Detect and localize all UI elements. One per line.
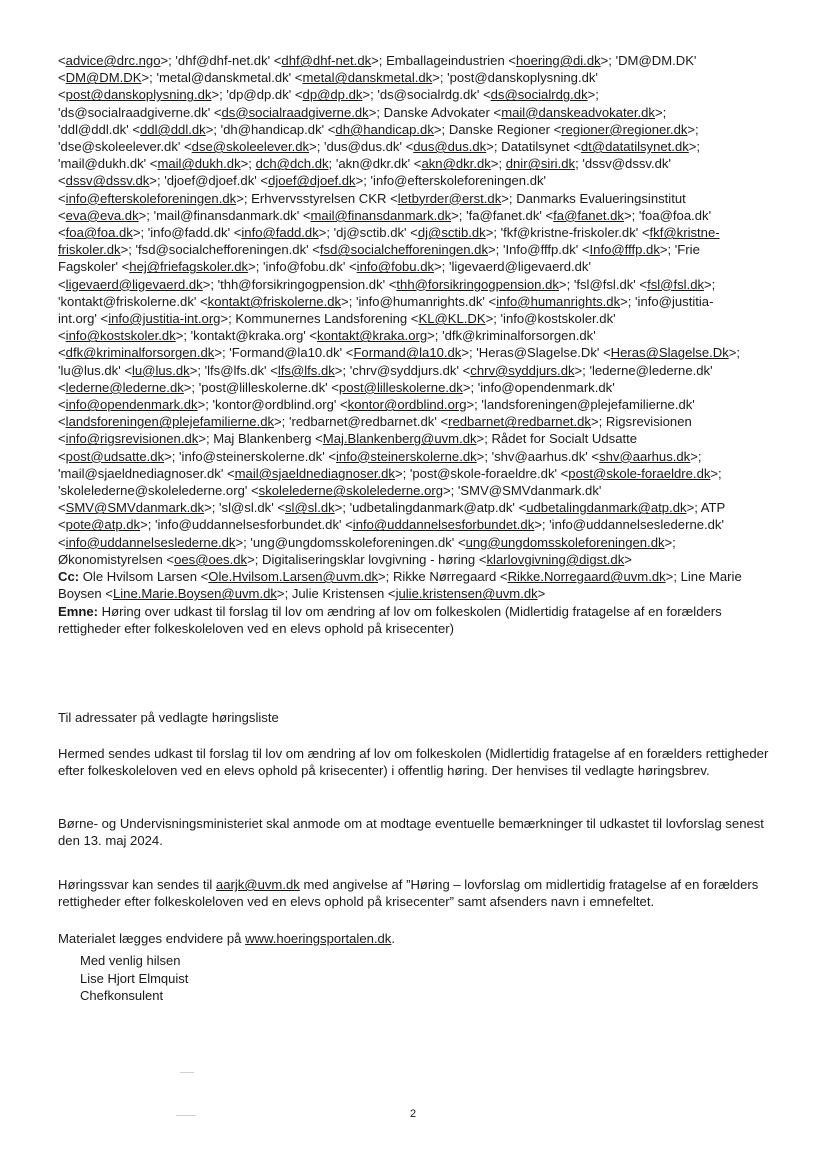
signature-greeting: Med venlig hilsen xyxy=(80,953,181,968)
email-link[interactable]: Ole.Hvilsom.Larsen@uvm.dk xyxy=(208,569,379,585)
recipient-text: >; xyxy=(664,534,676,550)
email-link[interactable]: chrv@syddjurs.dk xyxy=(470,362,575,378)
email-link[interactable]: sl@sl.dk xyxy=(285,500,335,516)
recipient-text: < xyxy=(58,190,66,206)
recipient-text: >; 'lederne@lederne.dk' xyxy=(574,362,713,378)
field-label: Cc: xyxy=(58,569,83,585)
email-link[interactable]: dp@dp.dk xyxy=(302,87,363,103)
recipient-line xyxy=(58,379,778,396)
recipient-text: >; 'DM@DM.DK' xyxy=(600,53,697,68)
recipient-text: >; 'Info@fffp.dk' < xyxy=(488,242,590,258)
recipient-text: >; 'post@lilleskolerne.dk' < xyxy=(183,379,339,395)
recipient-line xyxy=(58,620,778,637)
recipient-line xyxy=(58,551,778,568)
recipient-text: >; xyxy=(690,448,702,464)
page-number: 2 xyxy=(410,1108,417,1120)
recipient-text: Fagskoler' < xyxy=(58,259,130,275)
email-link[interactable]: post@danskoplysning.dk xyxy=(65,87,212,103)
recipient-text: >; 'dj@sctib.dk' < xyxy=(318,225,418,241)
recipient-text: >; Danske Advokater < xyxy=(368,104,502,120)
recipient-text: < xyxy=(58,397,66,413)
recipient-text: >; 'info@fobu.dk' < xyxy=(248,259,357,275)
email-link[interactable]: ddl@ddl.dk xyxy=(140,121,206,137)
email-link[interactable]: klarlovgivning@digst.dk xyxy=(486,551,625,567)
recipient-text: > xyxy=(624,551,632,567)
recipient-list xyxy=(58,52,778,637)
recipient-line xyxy=(58,224,778,241)
recipient-line xyxy=(58,482,778,499)
recipient-text: 'ddl@ddl.dk' < xyxy=(58,121,140,137)
signature-name: Lise Hjort Elmquist xyxy=(80,970,189,986)
recipient-text: >; xyxy=(240,156,256,172)
email-link[interactable]: foa@foa.dk xyxy=(65,225,133,241)
recipient-text: >; Danske Regioner < xyxy=(433,121,562,137)
recipient-text: >; Digitaliseringsklar lovgivning - høring < xyxy=(247,551,487,567)
email-link[interactable]: dse@skoleelever.dk xyxy=(191,139,310,155)
recipient-text: < xyxy=(58,379,66,395)
email-link[interactable]: Info@fffp.dk xyxy=(589,242,660,258)
email-link[interactable]: hej@friefagskoler.dk xyxy=(129,259,249,275)
email-link[interactable]: redbarnet@redbarnet.dk xyxy=(448,414,591,430)
recipient-text: Høring over udkast til forslag til lov om ændring af lov om folkeskolen (Midlertidig fratagelse af en forælders xyxy=(101,603,722,619)
email-link[interactable]: ligevaerd@ligevaerd.dk xyxy=(65,276,203,292)
recipient-text: >; 'Formand@la10.dk' < xyxy=(214,345,354,361)
recipient-text: >; Rikke Nørregaard < xyxy=(378,569,508,585)
recipient-text: >; xyxy=(654,104,667,120)
recipient-line xyxy=(58,121,778,138)
email-link[interactable]: mail@dukh.dk xyxy=(157,156,241,172)
recipient-text: >; xyxy=(710,465,722,481)
recipient-text: >; xyxy=(490,156,506,172)
email-link[interactable]: info@justitia-int.org xyxy=(108,311,221,327)
email-link[interactable]: hoering@di.dk xyxy=(516,53,601,68)
email-link[interactable]: post@udsatte.dk xyxy=(65,448,165,464)
email-link[interactable]: dssv@dssv.dk xyxy=(65,173,150,189)
recipient-text: >; 'dh@handicap.dk' < xyxy=(205,121,336,137)
recipient-text: >; 'metal@danskmetal.dk' < xyxy=(141,70,303,86)
recipient-line xyxy=(58,362,778,379)
recipient-line xyxy=(58,293,778,310)
recipient-text: >; 'dus@dus.dk' < xyxy=(309,139,414,155)
recipient-line xyxy=(58,104,778,121)
recipient-text: < xyxy=(58,53,66,68)
recipient-text: >; 'Frie xyxy=(659,242,700,258)
recipient-text: < xyxy=(58,328,66,344)
recipient-line xyxy=(58,310,778,327)
recipient-text: >; 'post@danskoplysning.dk' xyxy=(432,70,598,86)
field-label: Emne: xyxy=(58,603,102,619)
scan-smudge xyxy=(180,1072,194,1073)
email-link[interactable]: dnir@siri.dk xyxy=(505,156,576,172)
email-link[interactable]: oes@oes.dk xyxy=(174,551,248,567)
recipient-text: 'lu@lus.dk' < xyxy=(58,362,132,378)
recipient-text: >; 'redbarnet@redbarnet.dk' < xyxy=(274,414,449,430)
email-link[interactable]: info@humanrights.dk xyxy=(496,293,621,309)
recipient-text: < xyxy=(58,276,66,292)
para4-text-pre: Materialet lægges endvidere på xyxy=(58,931,246,946)
recipient-line xyxy=(58,155,778,172)
recipient-line xyxy=(58,344,778,361)
recipient-line xyxy=(58,448,778,465)
recipient-text: >; 'shv@aarhus.dk' < xyxy=(476,448,600,464)
recipient-line xyxy=(58,430,778,447)
email-link[interactable]: kontakt@kraka.org xyxy=(317,328,428,344)
recipient-text: < xyxy=(58,345,66,361)
recipient-text: >; 'thh@forsikringogpension.dk' < xyxy=(202,276,397,292)
email-link[interactable]: shv@aarhus.dk xyxy=(599,448,691,464)
email-link[interactable]: letbyrder@erst.dk xyxy=(397,190,502,206)
recipient-text: >; xyxy=(687,121,699,137)
email-link[interactable]: dj@sctib.dk xyxy=(417,225,486,241)
recipient-text: Økonomistyrelsen < xyxy=(58,551,175,567)
email-link[interactable]: ds@socialrdg.dk xyxy=(490,87,588,103)
recipient-text: rettigheder efter folkeskoleloven ved en elevs ophold på krisecenter) xyxy=(58,620,454,636)
email-link[interactable]: info@uddannelsesforbundet.dk xyxy=(352,517,535,533)
recipient-text: < xyxy=(58,70,66,86)
email-link[interactable]: info@uddannelseslederne.dk xyxy=(65,534,236,550)
scan-smudge xyxy=(176,1115,196,1116)
recipient-text: > xyxy=(537,586,546,602)
email-link[interactable]: kontor@ordblind.org xyxy=(347,397,467,413)
recipient-text: >; 'fsd@socialchefforeningen.dk' < xyxy=(120,242,320,258)
email-link[interactable]: Formand@la10.dk xyxy=(353,345,462,361)
email-link[interactable]: SMV@SMVdanmark.dk xyxy=(65,500,205,516)
email-link[interactable]: ds@socialraadgiverne.dk xyxy=(221,104,369,120)
recipient-text: >; Kommunernes Landsforening < xyxy=(220,311,419,327)
email-link[interactable]: info@kostskoler.dk xyxy=(65,328,176,344)
recipient-text: >; 'SMV@SMVdanmark.dk' xyxy=(443,483,602,499)
recipient-text: >; Julie Kristensen < xyxy=(276,586,396,602)
recipient-line xyxy=(58,207,778,224)
recipient-line xyxy=(58,241,778,258)
recipient-text: int.org' < xyxy=(58,311,109,327)
email-link[interactable]: advice@drc.ngo xyxy=(65,53,161,68)
para3-text-pre: Høringssvar kan sendes til xyxy=(58,877,216,892)
recipient-line xyxy=(58,327,778,344)
recipient-line xyxy=(58,138,778,155)
email-link[interactable]: dt@datatilsynet.dk xyxy=(580,139,689,155)
email-link[interactable]: info@fadd.dk xyxy=(241,225,319,241)
recipient-text: >; 'Heras@Slagelse.Dk' < xyxy=(461,345,611,361)
recipient-text: ; 'dssv@dssv.dk' xyxy=(575,156,671,172)
email-link[interactable]: Maj.Blankenberg@uvm.dk xyxy=(322,431,477,447)
recipient-text: >; ATP xyxy=(686,500,726,516)
email-link[interactable]: friskoler.dk xyxy=(58,242,121,258)
recipient-text: >; 'info@humanrights.dk' < xyxy=(341,293,497,309)
recipient-text: >; 'dhf@dhf-net.dk' < xyxy=(160,53,282,68)
recipient-text: >; Erhvervsstyrelsen CKR < xyxy=(236,190,398,206)
salutation: Til adressater på vedlagte høringsliste xyxy=(58,710,279,725)
email-link[interactable]: landsforeningen@plejefamilierne.dk xyxy=(65,414,275,430)
email-link[interactable]: info@efterskoleforeningen.dk xyxy=(65,190,237,206)
recipient-line xyxy=(58,52,778,69)
recipient-text: >; 'dfk@kriminalforsorgen.dk' xyxy=(427,328,596,344)
email-link[interactable]: info@rigsrevisionen.dk xyxy=(65,431,199,447)
email-link[interactable]: dh@handicap.dk xyxy=(335,121,434,137)
recipient-text: >; 'fkf@kristne-friskoler.dk' < xyxy=(485,225,650,241)
email-link[interactable]: post@lilleskolerne.dk xyxy=(338,379,463,395)
recipient-line xyxy=(58,499,778,516)
recipient-text: 'kontakt@friskolerne.dk' < xyxy=(58,293,208,309)
body-paragraph-1: Hermed sendes udkast til forslag til lov om ændring af lov om folkeskolen (Midlertidig fratagelse af en forælders rettigheder efter folkeskoleloven ved en elevs ophold på krisecenter) i offentlig høring. Der henvises til vedlagte høringsbrev. xyxy=(58,746,769,779)
email-link[interactable]: metal@danskmetal.dk xyxy=(302,70,433,86)
recipient-line xyxy=(58,534,778,551)
email-link[interactable]: dch@dch.dk xyxy=(255,156,329,172)
recipient-line xyxy=(58,585,778,602)
recipient-text: >; Line Marie xyxy=(665,569,742,585)
recipient-text: >; 'info@uddannelseslederne.dk' xyxy=(534,517,724,533)
email-link[interactable]: eva@eva.dk xyxy=(65,207,139,223)
reply-email-link[interactable]: aarjk@uvm.dk xyxy=(215,877,300,892)
signature-block xyxy=(80,952,380,1005)
recipient-text: >; 'info@kostskoler.dk' xyxy=(485,311,616,327)
email-link[interactable]: dhf@dhf-net.dk xyxy=(281,53,372,68)
email-link[interactable]: ung@ungdomsskoleforeningen.dk xyxy=(465,534,665,550)
recipient-text: >; 'info@fadd.dk' < xyxy=(132,225,242,241)
recipient-line xyxy=(58,516,778,533)
email-link[interactable]: info@opendenmark.dk xyxy=(65,397,198,413)
recipient-text: >; Rådet for Socialt Udsatte xyxy=(476,431,638,447)
recipient-text: < xyxy=(58,225,66,241)
recipient-text: >; Datatilsynet < xyxy=(486,139,581,155)
recipient-line xyxy=(58,413,778,430)
recipient-line xyxy=(58,568,778,585)
recipient-text: >; Maj Blankenberg < xyxy=(198,431,323,447)
email-link[interactable]: fkf@kristne- xyxy=(649,225,720,241)
recipient-text: >; 'kontakt@kraka.org' < xyxy=(175,328,318,344)
email-link[interactable]: fa@fanet.dk xyxy=(553,207,624,223)
recipient-text: >; 'chrv@syddjurs.dk' < xyxy=(334,362,471,378)
recipient-text: >; 'kontor@ordblind.org' < xyxy=(197,397,348,413)
recipient-text: < xyxy=(58,500,66,516)
email-link[interactable]: fsd@socialchefforeningen.dk xyxy=(319,242,489,258)
para4-text-post: . xyxy=(391,931,395,946)
recipient-text: >; 'ligevaerd@ligevaerd.dk' xyxy=(434,259,591,275)
recipient-line xyxy=(58,190,778,207)
email-link[interactable]: pote@atp.dk xyxy=(65,517,141,533)
email-link[interactable]: thh@forsikringogpension.dk xyxy=(396,276,559,292)
body-paragraph-3 xyxy=(58,876,778,910)
recipient-text: >; 'post@skole-foraeldre.dk' < xyxy=(394,465,569,481)
recipient-text: >; 'fa@fanet.dk' < xyxy=(451,207,554,223)
recipient-text: 'mail@sjaeldnediagnoser.dk' < xyxy=(58,465,235,481)
recipient-text: 'skolelederne@skolelederne.org' < xyxy=(58,483,259,499)
recipient-text: >; xyxy=(704,276,716,292)
recipient-text: < xyxy=(58,87,66,103)
recipient-text: < xyxy=(58,448,66,464)
email-link[interactable]: dus@dus.dk xyxy=(413,139,487,155)
hoeringsportal-link[interactable]: www.hoeringsportalen.dk xyxy=(245,931,392,946)
recipient-text: 'ds@socialraadgiverne.dk' < xyxy=(58,104,222,120)
recipient-line xyxy=(58,172,778,189)
email-link[interactable]: julie.kristensen@uvm.dk xyxy=(395,586,538,602)
recipient-text: >; 'ds@socialrdg.dk' < xyxy=(362,87,491,103)
recipient-text: >; xyxy=(587,87,599,103)
recipient-text: >; 'udbetalingdanmark@atp.dk' < xyxy=(334,500,527,516)
recipient-text: >; 'info@steinerskolerne.dk' < xyxy=(164,448,336,464)
recipient-line xyxy=(58,86,778,103)
recipient-text: >; xyxy=(728,345,741,361)
signature-title: Chefkonsulent xyxy=(80,988,164,1003)
email-link[interactable]: Rikke.Norregaard@uvm.dk xyxy=(507,569,666,585)
recipient-line xyxy=(58,465,778,482)
recipient-text: >; 'info@opendenmark.dk' xyxy=(462,379,615,395)
email-link[interactable]: KL@KL.DK xyxy=(418,311,486,327)
recipient-text: >; 'sl@sl.dk' < xyxy=(204,500,285,516)
recipient-text: >; 'dp@dp.dk' < xyxy=(211,87,303,103)
recipient-text: < xyxy=(58,207,66,223)
email-link[interactable]: info@fobu.dk xyxy=(356,259,435,275)
email-link[interactable]: lu@lus.dk xyxy=(131,362,190,378)
recipient-text: >; 'landsforeningen@plejefamilierne.dk' xyxy=(466,397,695,413)
email-link[interactable]: lfs@lfs.dk xyxy=(277,362,335,378)
email-link[interactable]: skolelederne@skolelederne.org xyxy=(258,483,443,499)
email-link[interactable]: udbetalingdanmark@atp.dk xyxy=(526,500,687,516)
recipient-text: >; 'mail@finansdanmark.dk' < xyxy=(138,207,311,223)
recipient-text: ; 'akn@dkr.dk' < xyxy=(328,156,422,172)
recipient-line xyxy=(58,258,778,275)
email-link[interactable]: akn@dkr.dk xyxy=(421,156,491,172)
recipient-text: >; xyxy=(688,139,701,155)
recipient-text: >; 'info@efterskoleforeningen.dk' xyxy=(355,173,547,189)
recipient-text: Ole Hvilsom Larsen < xyxy=(82,569,209,585)
email-link[interactable]: DM@DM.DK xyxy=(65,70,142,86)
email-link[interactable]: Line.Marie.Boysen@uvm.dk xyxy=(112,586,277,602)
recipient-line xyxy=(58,603,778,620)
recipient-text: >; 'fsl@fsl.dk' < xyxy=(558,276,648,292)
recipient-text: >; Danmarks Evalueringsinstitut xyxy=(501,190,686,206)
recipient-text: >; 'ung@ungdomsskoleforeningen.dk' < xyxy=(235,534,466,550)
recipient-text: < xyxy=(58,173,66,189)
recipient-text: 'dse@skoleelever.dk' < xyxy=(58,139,192,155)
recipient-text: >; 'foa@foa.dk' xyxy=(623,207,712,223)
email-link[interactable]: mail@sjaeldnediagnoser.dk xyxy=(234,465,395,481)
body-paragraph-4 xyxy=(58,930,778,947)
recipient-text: >; 'info@justitia- xyxy=(620,293,714,309)
email-link[interactable]: Heras@Slagelse.Dk xyxy=(610,345,729,361)
recipient-text: 'mail@dukh.dk' < xyxy=(58,156,158,172)
recipient-text: >; 'djoef@djoef.dk' < xyxy=(149,173,269,189)
email-link[interactable]: info@steinerskolerne.dk xyxy=(336,448,477,464)
recipient-text: < xyxy=(58,414,66,430)
email-link[interactable]: lederne@lederne.dk xyxy=(65,379,184,395)
email-link[interactable]: regioner@regioner.dk xyxy=(561,121,688,137)
recipient-line xyxy=(58,69,778,86)
email-link[interactable]: post@skole-foraeldre.dk xyxy=(568,465,711,481)
recipient-text: >; 'info@uddannelsesforbundet.dk' < xyxy=(140,517,353,533)
recipient-text: >; Rigsrevisionen xyxy=(590,414,692,430)
recipient-text: < xyxy=(58,431,66,447)
email-link[interactable]: mail@danskeadvokater.dk xyxy=(501,104,655,120)
recipient-line xyxy=(58,396,778,413)
body-paragraph-2: Børne- og Undervisningsministeriet skal anmode om at modtage eventuelle bemærkninger til udkastet til lovforslag senest den 13. maj 2024. xyxy=(58,816,764,849)
recipient-line xyxy=(58,276,778,293)
email-link[interactable]: mail@finansdanmark.dk xyxy=(310,207,452,223)
email-link[interactable]: fsl@fsl.dk xyxy=(647,276,705,292)
para3-text-post: med angivelse af ”Høring – lovforslag om midlertidig fratagelse af en forælders rettigheder efter folkeskoleloven ved en elevs ophold på krisecenter” samt afsenders navn i emnefeltet. xyxy=(58,877,759,910)
recipient-text: >; Emballageindustrien < xyxy=(371,53,517,68)
email-link[interactable]: djoef@djoef.dk xyxy=(268,173,356,189)
email-link[interactable]: kontakt@friskolerne.dk xyxy=(207,293,342,309)
recipient-text: >; 'lfs@lfs.dk' < xyxy=(189,362,278,378)
recipient-text: < xyxy=(58,517,66,533)
email-link[interactable]: dfk@kriminalforsorgen.dk xyxy=(65,345,215,361)
recipient-text: < xyxy=(58,534,66,550)
recipient-text: Boysen < xyxy=(58,586,113,602)
